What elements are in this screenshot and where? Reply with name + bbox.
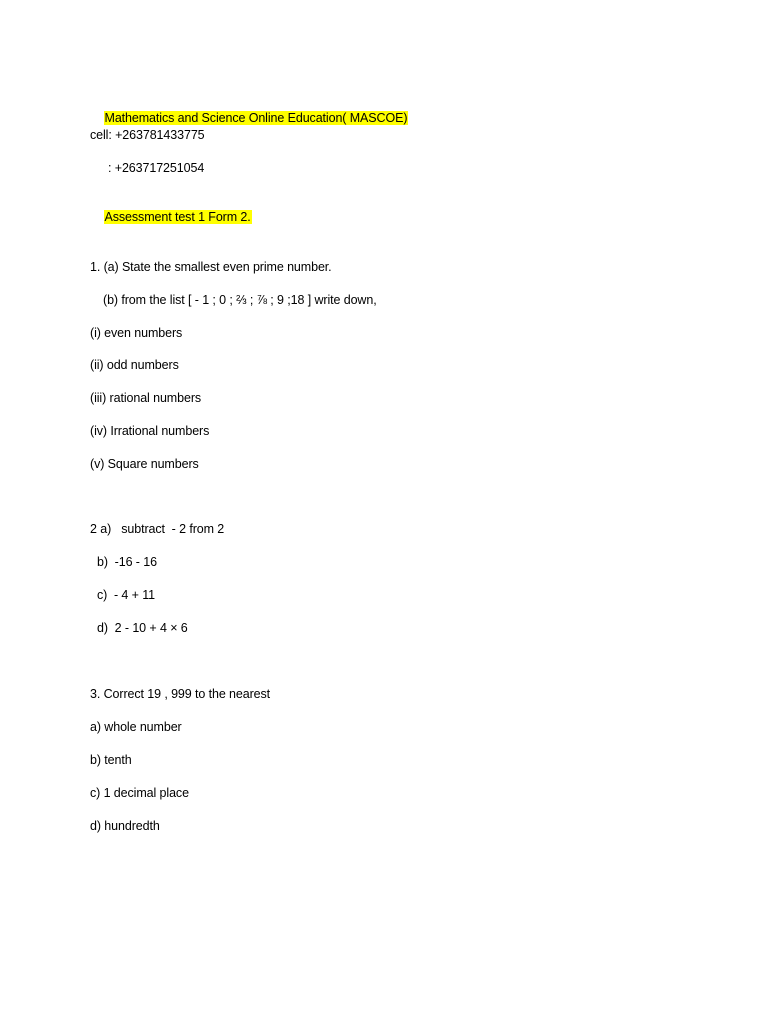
q2-item: c) - 4 + 11 bbox=[97, 588, 155, 602]
q3-item: d) hundredth bbox=[90, 819, 160, 833]
q1-item: (ii) odd numbers bbox=[90, 358, 179, 372]
cell-number-2: : +263717251054 bbox=[108, 161, 205, 175]
test-title-line bbox=[90, 193, 252, 241]
q1-part-a: 1. (a) State the smallest even prime number. bbox=[90, 260, 332, 274]
test-title: Assessment test 1 Form 2. bbox=[104, 210, 251, 224]
q1-item: (v) Square numbers bbox=[90, 457, 199, 471]
q1-item: (iii) rational numbers bbox=[90, 391, 202, 405]
q1-part-b: (b) from the list [ - 1 ; 0 ; ⅔ ; ⅞ ; 9 ;18 ] write down, bbox=[103, 293, 377, 307]
org-name: Mathematics and Science Online Education( MASCOE) bbox=[104, 111, 408, 125]
q3-item: b) tenth bbox=[90, 753, 132, 767]
q2-item: d) 2 - 10 + 4 × 6 bbox=[97, 621, 188, 635]
q1-item: (iv) Irrational numbers bbox=[90, 424, 210, 438]
q3-item: a) whole number bbox=[90, 720, 182, 734]
q1-item: (i) even numbers bbox=[90, 326, 183, 340]
q3-prompt: 3. Correct 19 , 999 to the nearest bbox=[90, 687, 271, 701]
q3-item: c) 1 decimal place bbox=[90, 786, 189, 800]
q2-item: b) -16 - 16 bbox=[97, 555, 157, 569]
q2-item: 2 a) subtract - 2 from 2 bbox=[90, 522, 225, 536]
cell-number-1: cell: +263781433775 bbox=[90, 128, 205, 142]
